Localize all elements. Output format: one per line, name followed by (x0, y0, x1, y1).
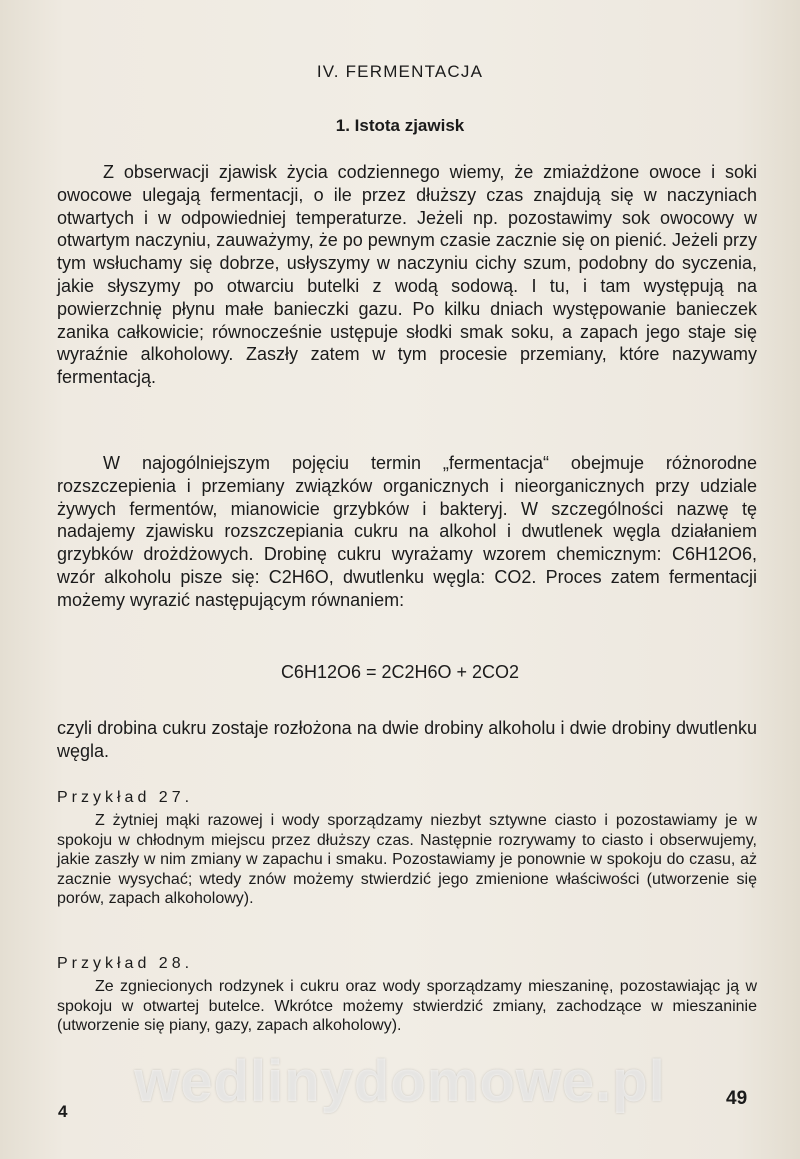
watermark: wedlinydomowe.pl (134, 1049, 666, 1114)
chapter-title: IV. FERMENTACJA (316, 62, 484, 81)
fermentation-equation: C6H12O6 = 2C2H6O + 2CO2 (280, 662, 520, 682)
paragraph-2: W najogólniejszym pojęciu termin „fermentacja“ obejmuje różnorodne rozszczepienia i przemiany związków organicznych i nieorganicznych przy udziale żywych fermentów, mianowicie grzybków i bakteryj. W szczególności nazwę tę nadajemy zjawisku rozszczepiania cukru na alkohol i dwutlenek węgla działaniem grzybków drożdżowych. Drobinę cukru wyrażamy wzorem chemicznym: C6H12O6, wzór alkoholu pisze się: C2H6O, dwutlenku węgla: CO2. Proces zatem fermentacji możemy wyrazić następującym równaniem: (57, 453, 757, 610)
example-27-text: Z żytniej mąki razowej i wody sporządzamy niezbyt sztywne ciasto i pozostawiamy je w spokoju w chłodnym miejscu przez dłuższy czas. Następnie rozrywamy to ciasto i obserwujemy, jakie zaszły w nim zmiany w zapachu i smaku. Pozostawiamy je ponownie w spokoju do czasu, aż zacznie wysychać; wtedy znów możemy stwierdzić jego zmienione właściwości (utworzenie się porów, zapach alkoholowy). (57, 812, 757, 908)
example-27-label: Przykład 27. (57, 789, 194, 806)
paragraph-3: czyli drobina cukru zostaje rozłożona na dwie drobiny alkoholu i dwie drobiny dwutlenku węgla. (57, 718, 757, 761)
paragraph-1: Z obserwacji zjawisk życia codziennego wiemy, że zmiażdżone owoce i soki owocowe ulegają fermentacji, o ile przez dłuższy czas znajdują się w naczyniach otwartych i w odpowiedniej temperaturze. Jeżeli np. pozostawimy sok owocowy w otwartym naczyniu, zauważymy, że po pewnym czasie zacznie się on pienić. Jeżeli przy tym wsłuchamy się dobrze, usłyszymy w naczyniu cichy szum, podobny do syczenia, jakie słyszymy po otwarciu butelki z wodą sodową. I tu, i tam występują na powierzchnię płynu małe banieczki gazu. Po kilku dniach występowanie banieczek zanika całkowicie; równocześnie ustępuje słodki smak soku, a zapach jego staje się wyraźnie alkoholowy. Zaszły zatem w tym procesie przemiany, które nazywamy fermentacją. (57, 162, 757, 388)
example-28-label: Przykład 28. (57, 955, 194, 972)
example-28-text: Ze zgniecionych rodzynek i cukru oraz wody sporządzamy mieszaninę, pozostawiając ją w spokoju w otwartej butelce. Wkrótce możemy stwierdzić zmiany, zachodzące w mieszaninie (utworzenie się piany, gazy, zapach alkoholowy). (57, 978, 757, 1035)
page-number: 49 (726, 1088, 748, 1109)
signature-mark: 4 (58, 1102, 68, 1121)
section-title: 1. Istota zjawisk (335, 116, 465, 135)
